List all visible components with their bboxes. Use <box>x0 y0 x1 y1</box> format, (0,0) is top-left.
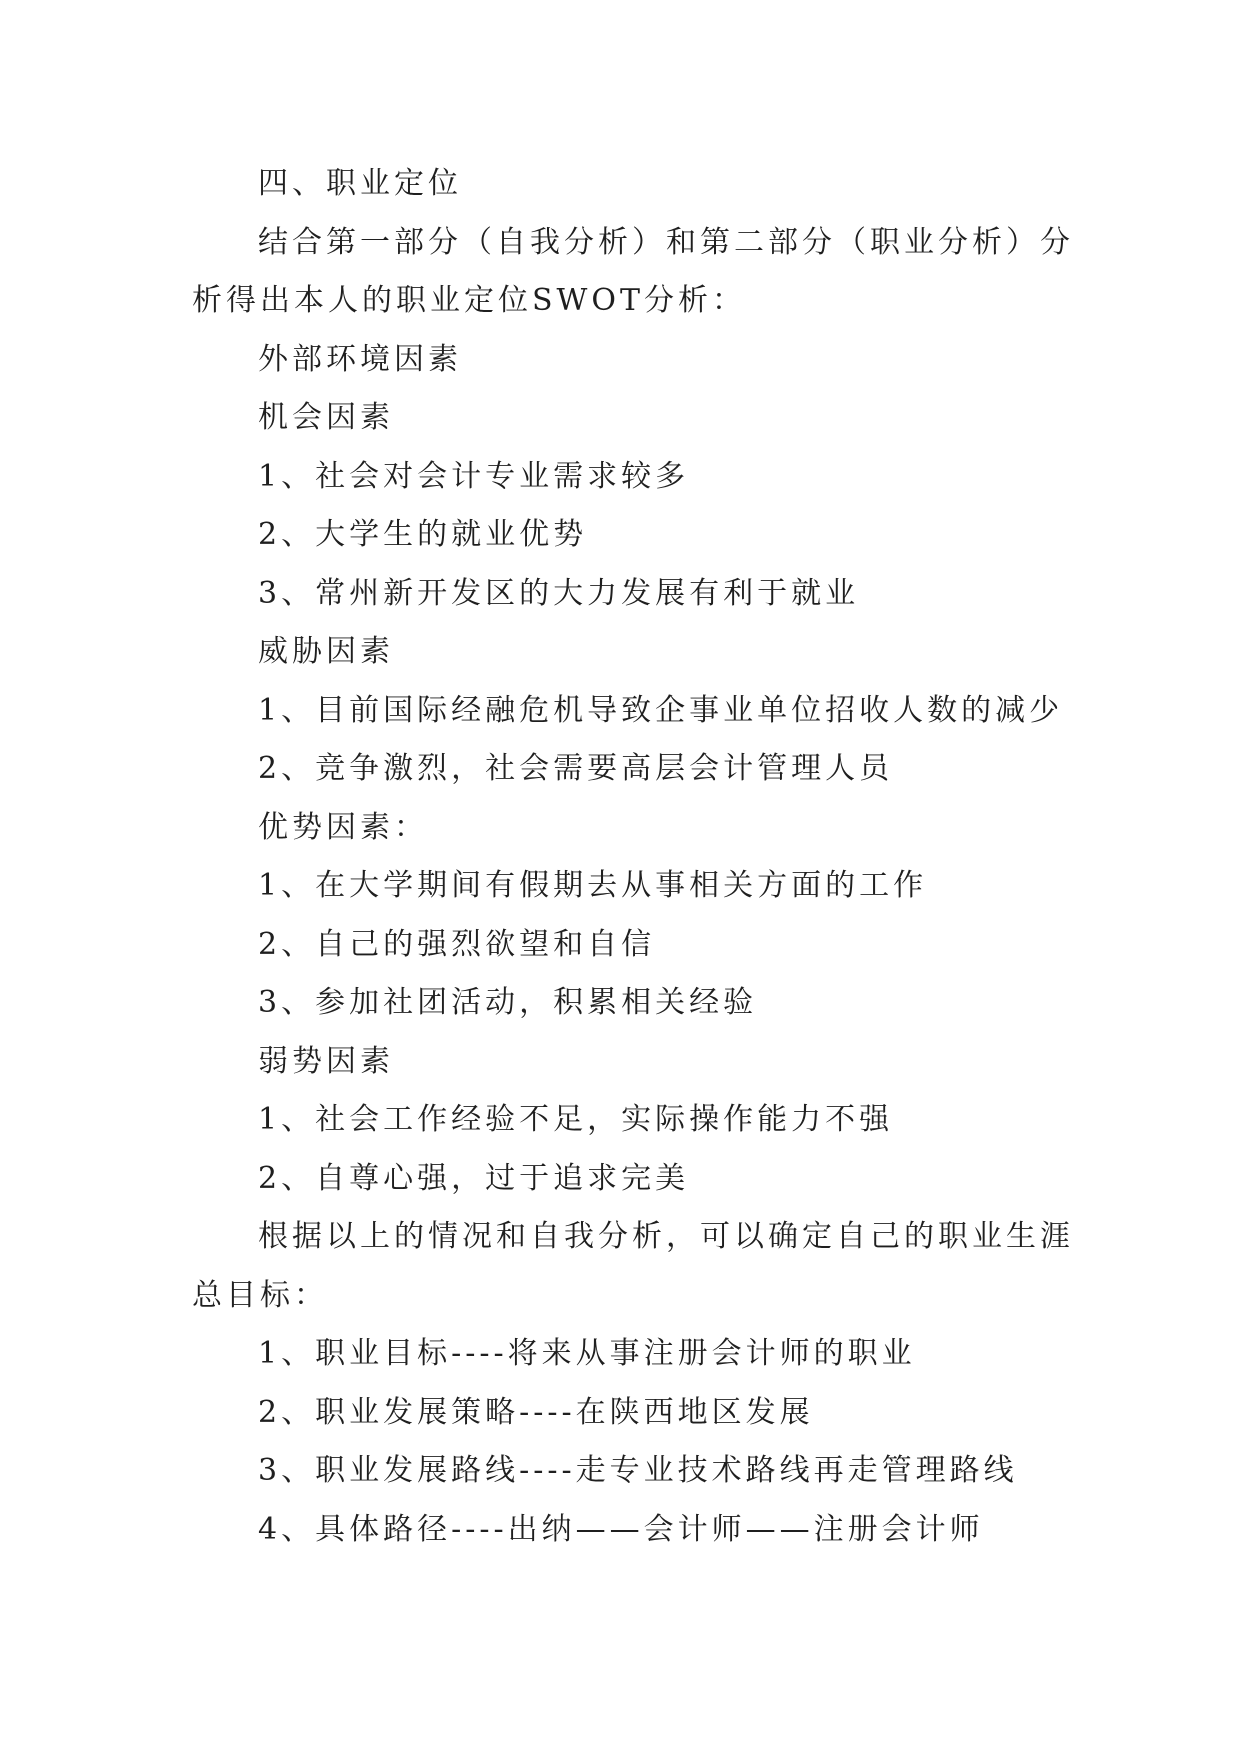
threat-item: 1、目前国际经融危机导致企事业单位招收人数的减少 <box>258 692 1064 728</box>
opportunity-item: 1、社会对会计专业需求较多 <box>258 458 690 494</box>
weakness-item: 2、自尊心强，过于追求完美 <box>258 1160 690 1196</box>
goal-item: 4、具体路径----出纳——会计师——注册会计师 <box>258 1511 984 1547</box>
goal-item: 1、职业目标----将来从事注册会计师的职业 <box>258 1336 916 1371</box>
opportunity-heading: 机会因素 <box>258 400 394 435</box>
conclusion-paragraph-line-1: 根据以上的情况和自我分析，可以确定自己的职业生涯 <box>258 1219 1074 1254</box>
weakness-heading: 弱势因素 <box>258 1043 394 1079</box>
strength-item: 3、参加社团活动，积累相关经验 <box>258 985 758 1020</box>
external-factors-heading: 外部环境因素 <box>258 341 462 377</box>
strength-item: 2、自己的强烈欲望和自信 <box>258 926 656 962</box>
opportunity-item: 2、大学生的就业优势 <box>258 517 588 552</box>
goal-item: 2、职业发展策略----在陕西地区发展 <box>258 1394 814 1430</box>
weakness-item: 1、社会工作经验不足，实际操作能力不强 <box>258 1102 894 1137</box>
threat-heading: 威胁因素 <box>258 634 394 669</box>
threat-item: 2、竞争激烈，社会需要高层会计管理人员 <box>258 751 894 786</box>
section-title: 四、职业定位 <box>258 166 462 201</box>
opportunity-item: 3、常州新开发区的大力发展有利于就业 <box>258 575 860 611</box>
intro-paragraph-line-1: 结合第一部分（自我分析）和第二部分（职业分析）分 <box>258 224 1074 260</box>
intro-paragraph-line-2: 析得出本人的职业定位SWOT分析： <box>192 283 746 318</box>
strength-heading: 优势因素： <box>258 809 428 845</box>
goal-item: 3、职业发展路线----走专业技术路线再走管理路线 <box>258 1453 1018 1488</box>
strength-item: 1、在大学期间有假期去从事相关方面的工作 <box>258 868 928 903</box>
document-body <box>0 155 1241 1559</box>
conclusion-paragraph-line-2: 总目标： <box>192 1277 328 1313</box>
